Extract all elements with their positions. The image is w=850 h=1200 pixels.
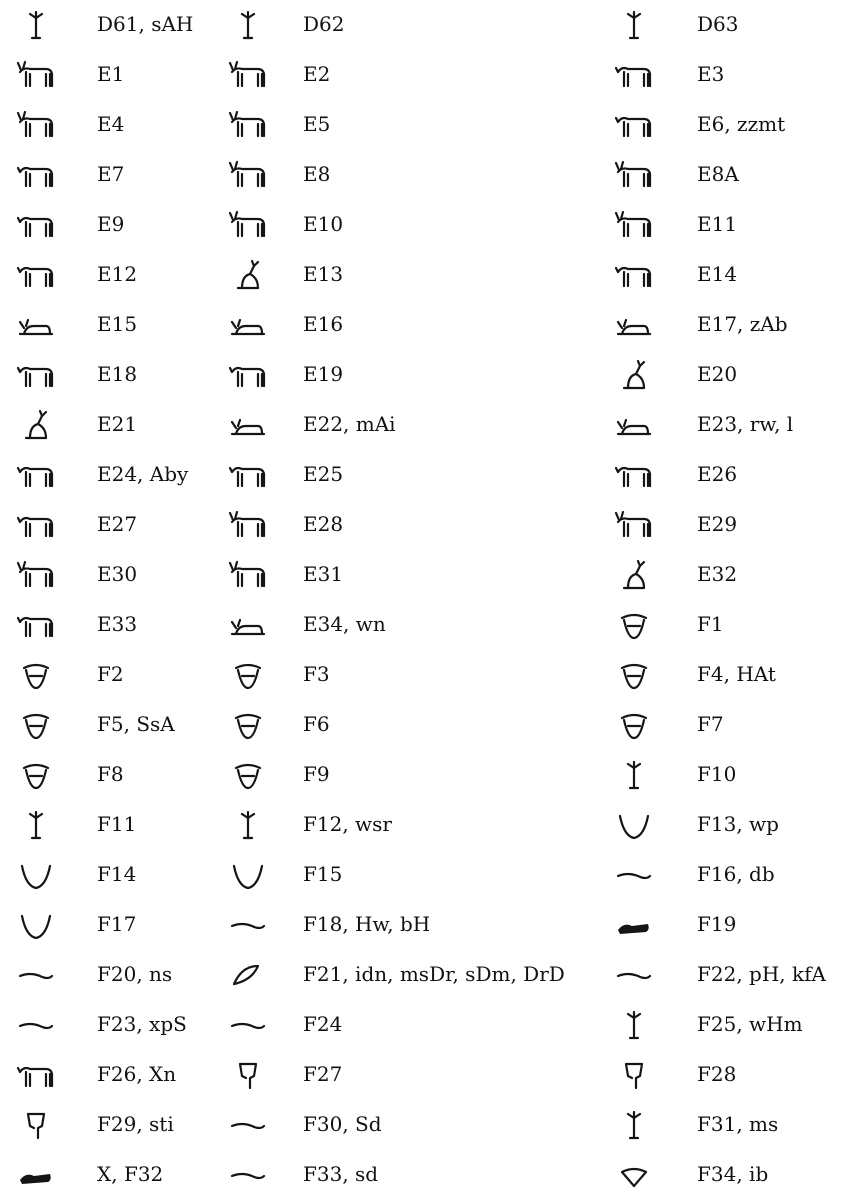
sign-label: E26 — [697, 462, 738, 486]
sign-label: E1 — [97, 62, 125, 86]
toes-icon — [228, 8, 268, 42]
leopard-head-icon — [228, 758, 268, 792]
sign-label: E6, zzmt — [697, 112, 786, 136]
sign-label: D62 — [303, 12, 345, 36]
sign-row — [0, 500, 850, 550]
sign-row — [0, 350, 850, 400]
sign-row — [0, 550, 850, 600]
ram-head-icon — [614, 708, 654, 742]
sign-label: X, F32 — [97, 1162, 164, 1186]
hippo-icon — [228, 458, 268, 492]
kid-icon — [228, 158, 268, 192]
sign-label: E34, wn — [303, 612, 386, 636]
skin-arrow-icon — [16, 1108, 56, 1142]
sign-label: F15 — [303, 862, 343, 886]
calf-icon — [16, 208, 56, 242]
sign-label: F22, pH, kfA — [697, 962, 826, 986]
horns-palm-icon — [16, 858, 56, 892]
cow-skin-icon — [228, 1058, 268, 1092]
sign-label: E8A — [697, 162, 739, 186]
sign-label: F28 — [697, 1062, 737, 1086]
tail-icon — [228, 1158, 268, 1192]
sign-row — [0, 950, 850, 1000]
cow-icon — [228, 108, 268, 142]
horns-icon — [614, 808, 654, 842]
sign-row — [0, 250, 850, 300]
sign-label: E9 — [97, 212, 125, 236]
horse-icon — [614, 108, 654, 142]
sign-row — [0, 200, 850, 250]
sign-label: F25, wHm — [697, 1012, 803, 1036]
sign-label: E8 — [303, 162, 331, 186]
baboon-icon — [614, 558, 654, 592]
panther-icon — [16, 458, 56, 492]
hoof-leg-icon — [614, 1008, 654, 1042]
heart-icon — [614, 1158, 654, 1192]
toes-icon — [16, 8, 56, 42]
sign-label: F33, sd — [303, 1162, 379, 1186]
horns-disk-icon — [228, 858, 268, 892]
sign-label: F2 — [97, 662, 124, 686]
sign-label: E31 — [303, 562, 344, 586]
sign-label: E13 — [303, 262, 344, 286]
sign-row — [0, 850, 850, 900]
sign-label: F31, ms — [697, 1112, 779, 1136]
sign-label: F5, SsA — [97, 712, 175, 736]
animal-head-neck-icon — [16, 808, 56, 842]
sign-label: E25 — [303, 462, 344, 486]
sign-label: F6 — [303, 712, 330, 736]
gazelle-icon — [614, 508, 654, 542]
hare-icon — [228, 608, 268, 642]
hippo-head-icon — [228, 658, 268, 692]
sign-row — [0, 450, 850, 500]
sign-label: F17 — [97, 912, 137, 936]
jackal-icon — [16, 308, 56, 342]
lion-icon — [228, 408, 268, 442]
sign-label: E32 — [697, 562, 738, 586]
sign-label: E24, Aby — [97, 462, 189, 486]
sign-label: F8 — [97, 762, 124, 786]
sign-row — [0, 0, 850, 50]
monkey-icon — [16, 608, 56, 642]
sign-label: F13, wp — [697, 812, 779, 836]
sign-row — [0, 300, 850, 350]
sign-label: E21 — [97, 412, 138, 436]
goat-skin-icon — [16, 1058, 56, 1092]
sign-row — [0, 1050, 850, 1100]
calf-icon — [614, 58, 654, 92]
sign-row — [0, 600, 850, 650]
sign-row — [0, 750, 850, 800]
ox-head-icon — [16, 658, 56, 692]
sign-label: F11 — [97, 812, 137, 836]
hartebeest-head-icon — [16, 708, 56, 742]
sign-label: E15 — [97, 312, 138, 336]
sign-label: F20, ns — [97, 962, 173, 986]
sign-label: E12 — [97, 262, 138, 286]
sign-label: F19 — [697, 912, 737, 936]
wolf-icon — [228, 358, 268, 392]
sign-row — [0, 50, 850, 100]
lion-icon — [614, 408, 654, 442]
sign-label: E11 — [697, 212, 738, 236]
sign-label: F9 — [303, 762, 330, 786]
sign-label: F23, xpS — [97, 1012, 187, 1036]
sign-label: F4, HAt — [697, 662, 776, 686]
cow-icon — [16, 108, 56, 142]
sign-label: F27 — [303, 1062, 343, 1086]
sign-label: E7 — [97, 162, 125, 186]
sign-label: E30 — [97, 562, 138, 586]
pig-icon — [16, 258, 56, 292]
sign-row — [0, 1150, 850, 1200]
goat-icon — [228, 558, 268, 592]
sign-label: F18, Hw, bH — [303, 912, 431, 936]
sign-row — [0, 900, 850, 950]
oryx-icon — [228, 508, 268, 542]
sign-label: D63 — [697, 12, 739, 36]
tusk-icon — [228, 908, 268, 942]
sign-label: E18 — [97, 362, 138, 386]
sign-label: E23, rw, l — [697, 412, 794, 436]
sign-label: F10 — [697, 762, 737, 786]
hartebeest-forepart-icon — [228, 708, 268, 742]
sign-label: F30, Sd — [303, 1112, 382, 1136]
wolf-icon — [16, 358, 56, 392]
sign-label: E4 — [97, 112, 125, 136]
sign-label: E10 — [303, 212, 344, 236]
horn-icon — [614, 858, 654, 892]
sign-label: E2 — [303, 62, 331, 86]
sign-label: E16 — [303, 312, 344, 336]
ear-icon — [228, 958, 268, 992]
sign-label: E3 — [697, 62, 725, 86]
sign-label: F1 — [697, 612, 724, 636]
sign-label: E20 — [697, 362, 738, 386]
bull-icon — [228, 58, 268, 92]
belly-icon — [16, 1158, 56, 1192]
ram-forepart-icon — [16, 758, 56, 792]
sign-label: F14 — [97, 862, 137, 886]
lion-forepart-icon — [614, 658, 654, 692]
sign-label: F24 — [303, 1012, 343, 1036]
foreleg-icon — [228, 1008, 268, 1042]
sign-label: F34, ib — [697, 1162, 769, 1186]
jackal-icon — [614, 308, 654, 342]
sign-label: D61, sAH — [97, 12, 194, 36]
sign-label: E27 — [97, 512, 138, 536]
donkey-icon — [16, 158, 56, 192]
sign-row — [0, 1100, 850, 1150]
sign-label: F26, Xn — [97, 1062, 177, 1086]
jackal-icon — [228, 308, 268, 342]
sign-label: E33 — [97, 612, 138, 636]
animal-head-neck-icon — [614, 758, 654, 792]
seth-animal-icon — [614, 358, 654, 392]
ox-head-icon — [614, 608, 654, 642]
sign-label: F12, wsr — [303, 812, 392, 836]
sign-label: E5 — [303, 112, 331, 136]
ibex-icon — [16, 558, 56, 592]
sign-label: E28 — [303, 512, 344, 536]
toes-icon — [614, 8, 654, 42]
seth-animal-icon — [16, 408, 56, 442]
dog-icon — [614, 258, 654, 292]
ram-icon — [614, 208, 654, 242]
sign-row — [0, 100, 850, 150]
jawbone-icon — [614, 908, 654, 942]
canine-head-neck-icon — [228, 808, 268, 842]
sign-label: E29 — [697, 512, 738, 536]
sign-label: F3 — [303, 662, 330, 686]
bull-icon — [16, 58, 56, 92]
foreleg-icon — [16, 1008, 56, 1042]
elephant-icon — [614, 458, 654, 492]
sign-row — [0, 1000, 850, 1050]
sign-row — [0, 800, 850, 850]
sign-label: E22, mAi — [303, 412, 396, 436]
cat-icon — [228, 258, 268, 292]
sign-label: F21, idn, msDr, sDm, DrD — [303, 962, 565, 986]
sign-label: E14 — [697, 262, 738, 286]
cow-skin-icon — [614, 1058, 654, 1092]
water-skin-icon — [228, 1108, 268, 1142]
sign-row — [0, 150, 850, 200]
sign-label: F16, db — [697, 862, 775, 886]
sign-label: F7 — [697, 712, 724, 736]
sign-row — [0, 650, 850, 700]
horn-vase-icon — [16, 908, 56, 942]
sign-label: E19 — [303, 362, 344, 386]
sign-row — [0, 400, 850, 450]
kid-icon — [614, 158, 654, 192]
sign-row — [0, 700, 850, 750]
sign-label: E17, zAb — [697, 312, 788, 336]
sign-label: F29, sti — [97, 1112, 174, 1136]
fox-skins-icon — [614, 1108, 654, 1142]
ram-icon — [228, 208, 268, 242]
hindquarters-icon — [614, 958, 654, 992]
tongue-icon — [16, 958, 56, 992]
giraffe-icon — [16, 508, 56, 542]
